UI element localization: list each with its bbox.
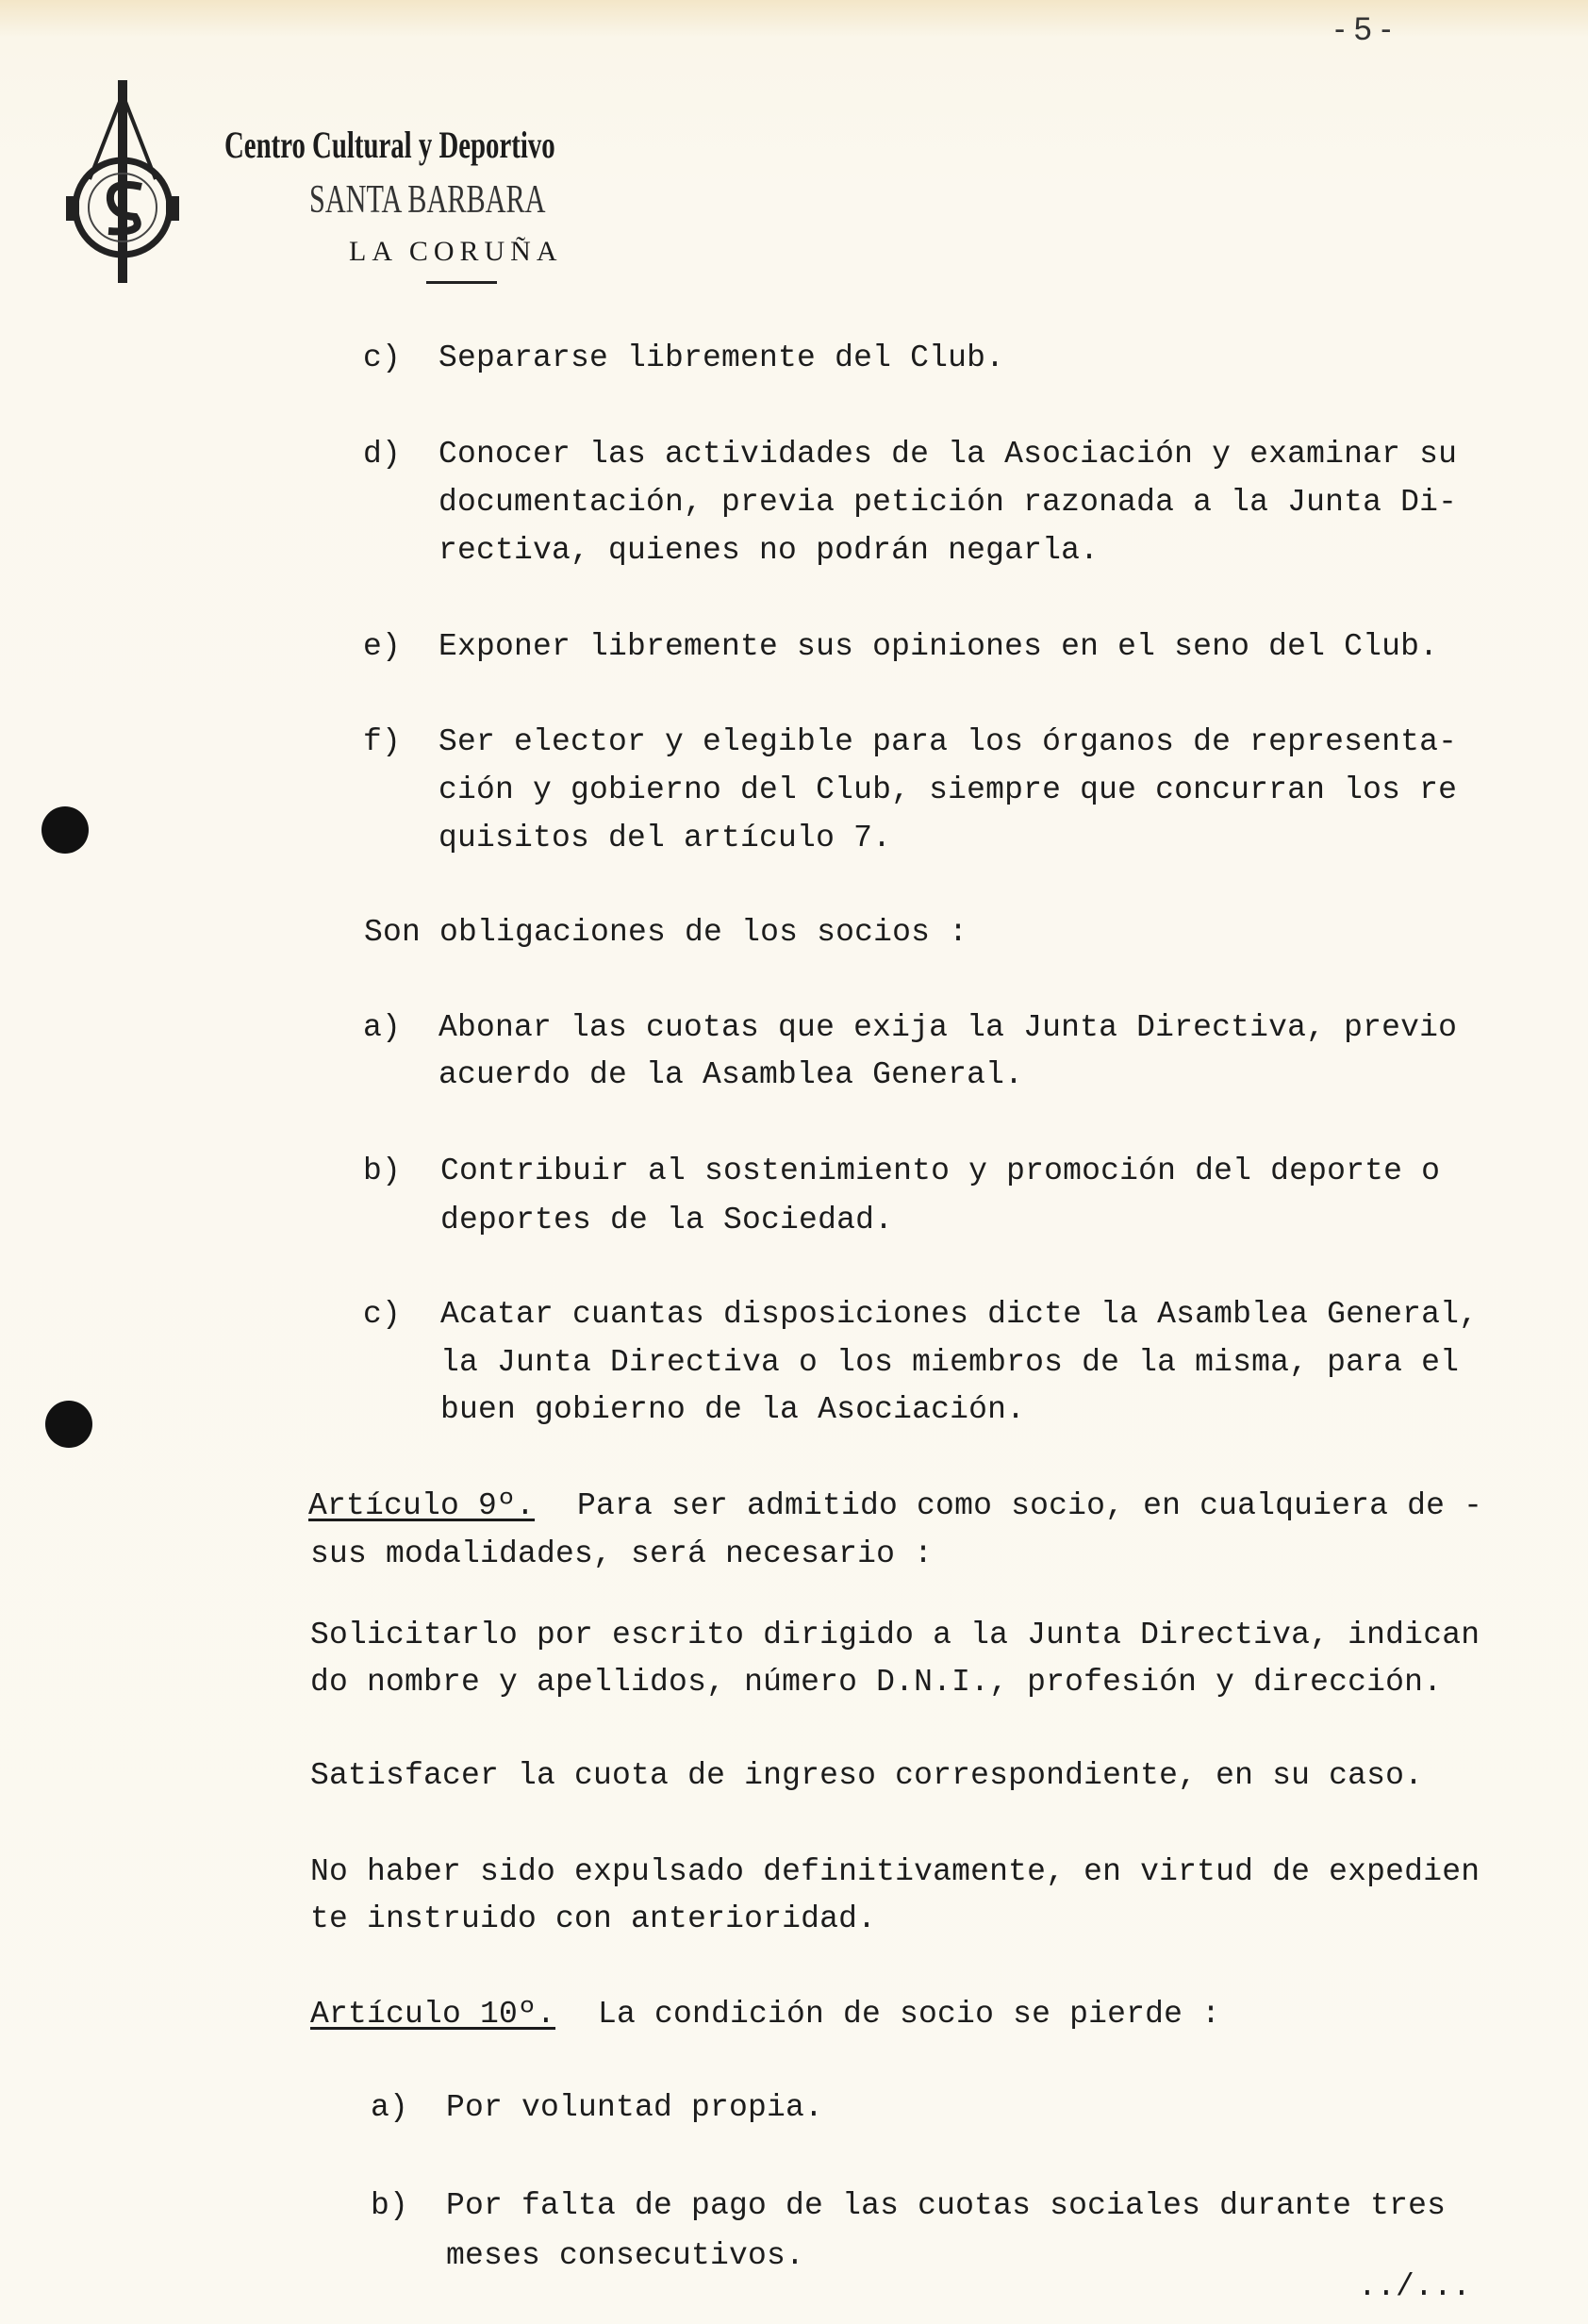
item-label: b) (371, 2188, 409, 2223)
article-text: sus modalidades, será necesario : (310, 1536, 934, 1571)
item-text: Conocer las actividades de la Asociación y examinar su (438, 437, 1458, 472)
continuation-mark: ../... (1358, 2269, 1472, 2304)
item-text: deportes de la Sociedad. (440, 1203, 894, 1237)
punch-hole (45, 1401, 92, 1448)
article-9-heading: Artículo 9º. (308, 1488, 536, 1523)
item-text: acuerdo de la Asamblea General. (438, 1057, 1024, 1092)
item-label: c) (363, 1297, 402, 1332)
item-label: c) (363, 340, 402, 375)
paragraph: Satisfacer la cuota de ingreso correspondiente, en su caso. (310, 1758, 1424, 1793)
item-label: e) (363, 629, 402, 664)
article-text: Para ser admitido como socio, en cualquiera de - (577, 1488, 1483, 1523)
item-label: b) (363, 1154, 402, 1188)
letterhead-name: Centro Cultural y Deportivo (224, 124, 555, 166)
item-text: Ser elector y elegible para los órganos de representa- (438, 724, 1458, 759)
club-logo-icon (52, 75, 193, 292)
paragraph: No haber sido expulsado definitivamente, en virtud de expedien (310, 1854, 1480, 1889)
item-text: Exponer libremente sus opiniones en el seno del Club. (438, 629, 1439, 664)
item-text: rectiva, quienes no podrán negarla. (438, 533, 1100, 568)
letterhead-city: LA CORUÑA (349, 236, 563, 267)
paragraph: do nombre y apellidos, número D.N.I., profesión y dirección. (310, 1665, 1443, 1700)
item-text: documentación, previa petición razonada a la Junta Di- (438, 485, 1458, 520)
item-text: quisitos del artículo 7. (438, 821, 892, 855)
item-text: meses consecutivos. (446, 2238, 805, 2273)
item-text: Abonar las cuotas que exija la Junta Directiva, previo (438, 1010, 1458, 1045)
letterhead-rule (426, 281, 497, 284)
page-number: - 5 - (1334, 11, 1392, 47)
article-10-heading: Artículo 10º. (310, 1997, 556, 2032)
letterhead-title: SANTA BARBARA (309, 178, 546, 222)
item-text: Por falta de pago de las cuotas sociales durante tres (446, 2188, 1447, 2223)
punch-hole (41, 806, 89, 854)
paragraph: Solicitarlo por escrito dirigido a la Junta Directiva, indican (310, 1618, 1480, 1652)
item-label: a) (363, 1010, 402, 1045)
item-text: buen gobierno de la Asociación. (440, 1392, 1026, 1427)
item-text: la Junta Directiva o los miembros de la misma, para el (440, 1345, 1460, 1380)
item-label: a) (371, 2090, 409, 2125)
paragraph: te instruido con anterioridad. (310, 1901, 877, 1936)
item-label: f) (363, 724, 402, 759)
item-text: Contribuir al sostenimiento y promoción del deporte o (440, 1154, 1441, 1188)
item-label: d) (363, 437, 402, 472)
obligations-heading: Son obligaciones de los socios : (364, 915, 968, 950)
item-text: ción y gobierno del Club, siempre que concurran los re (438, 772, 1458, 807)
item-text: Por voluntad propia. (446, 2090, 824, 2125)
article-text: La condición de socio se pierde : (598, 1997, 1221, 2032)
item-text: Acatar cuantas disposiciones dicte la Asamblea General, (440, 1297, 1479, 1332)
item-text: Separarse libremente del Club. (438, 340, 1005, 375)
